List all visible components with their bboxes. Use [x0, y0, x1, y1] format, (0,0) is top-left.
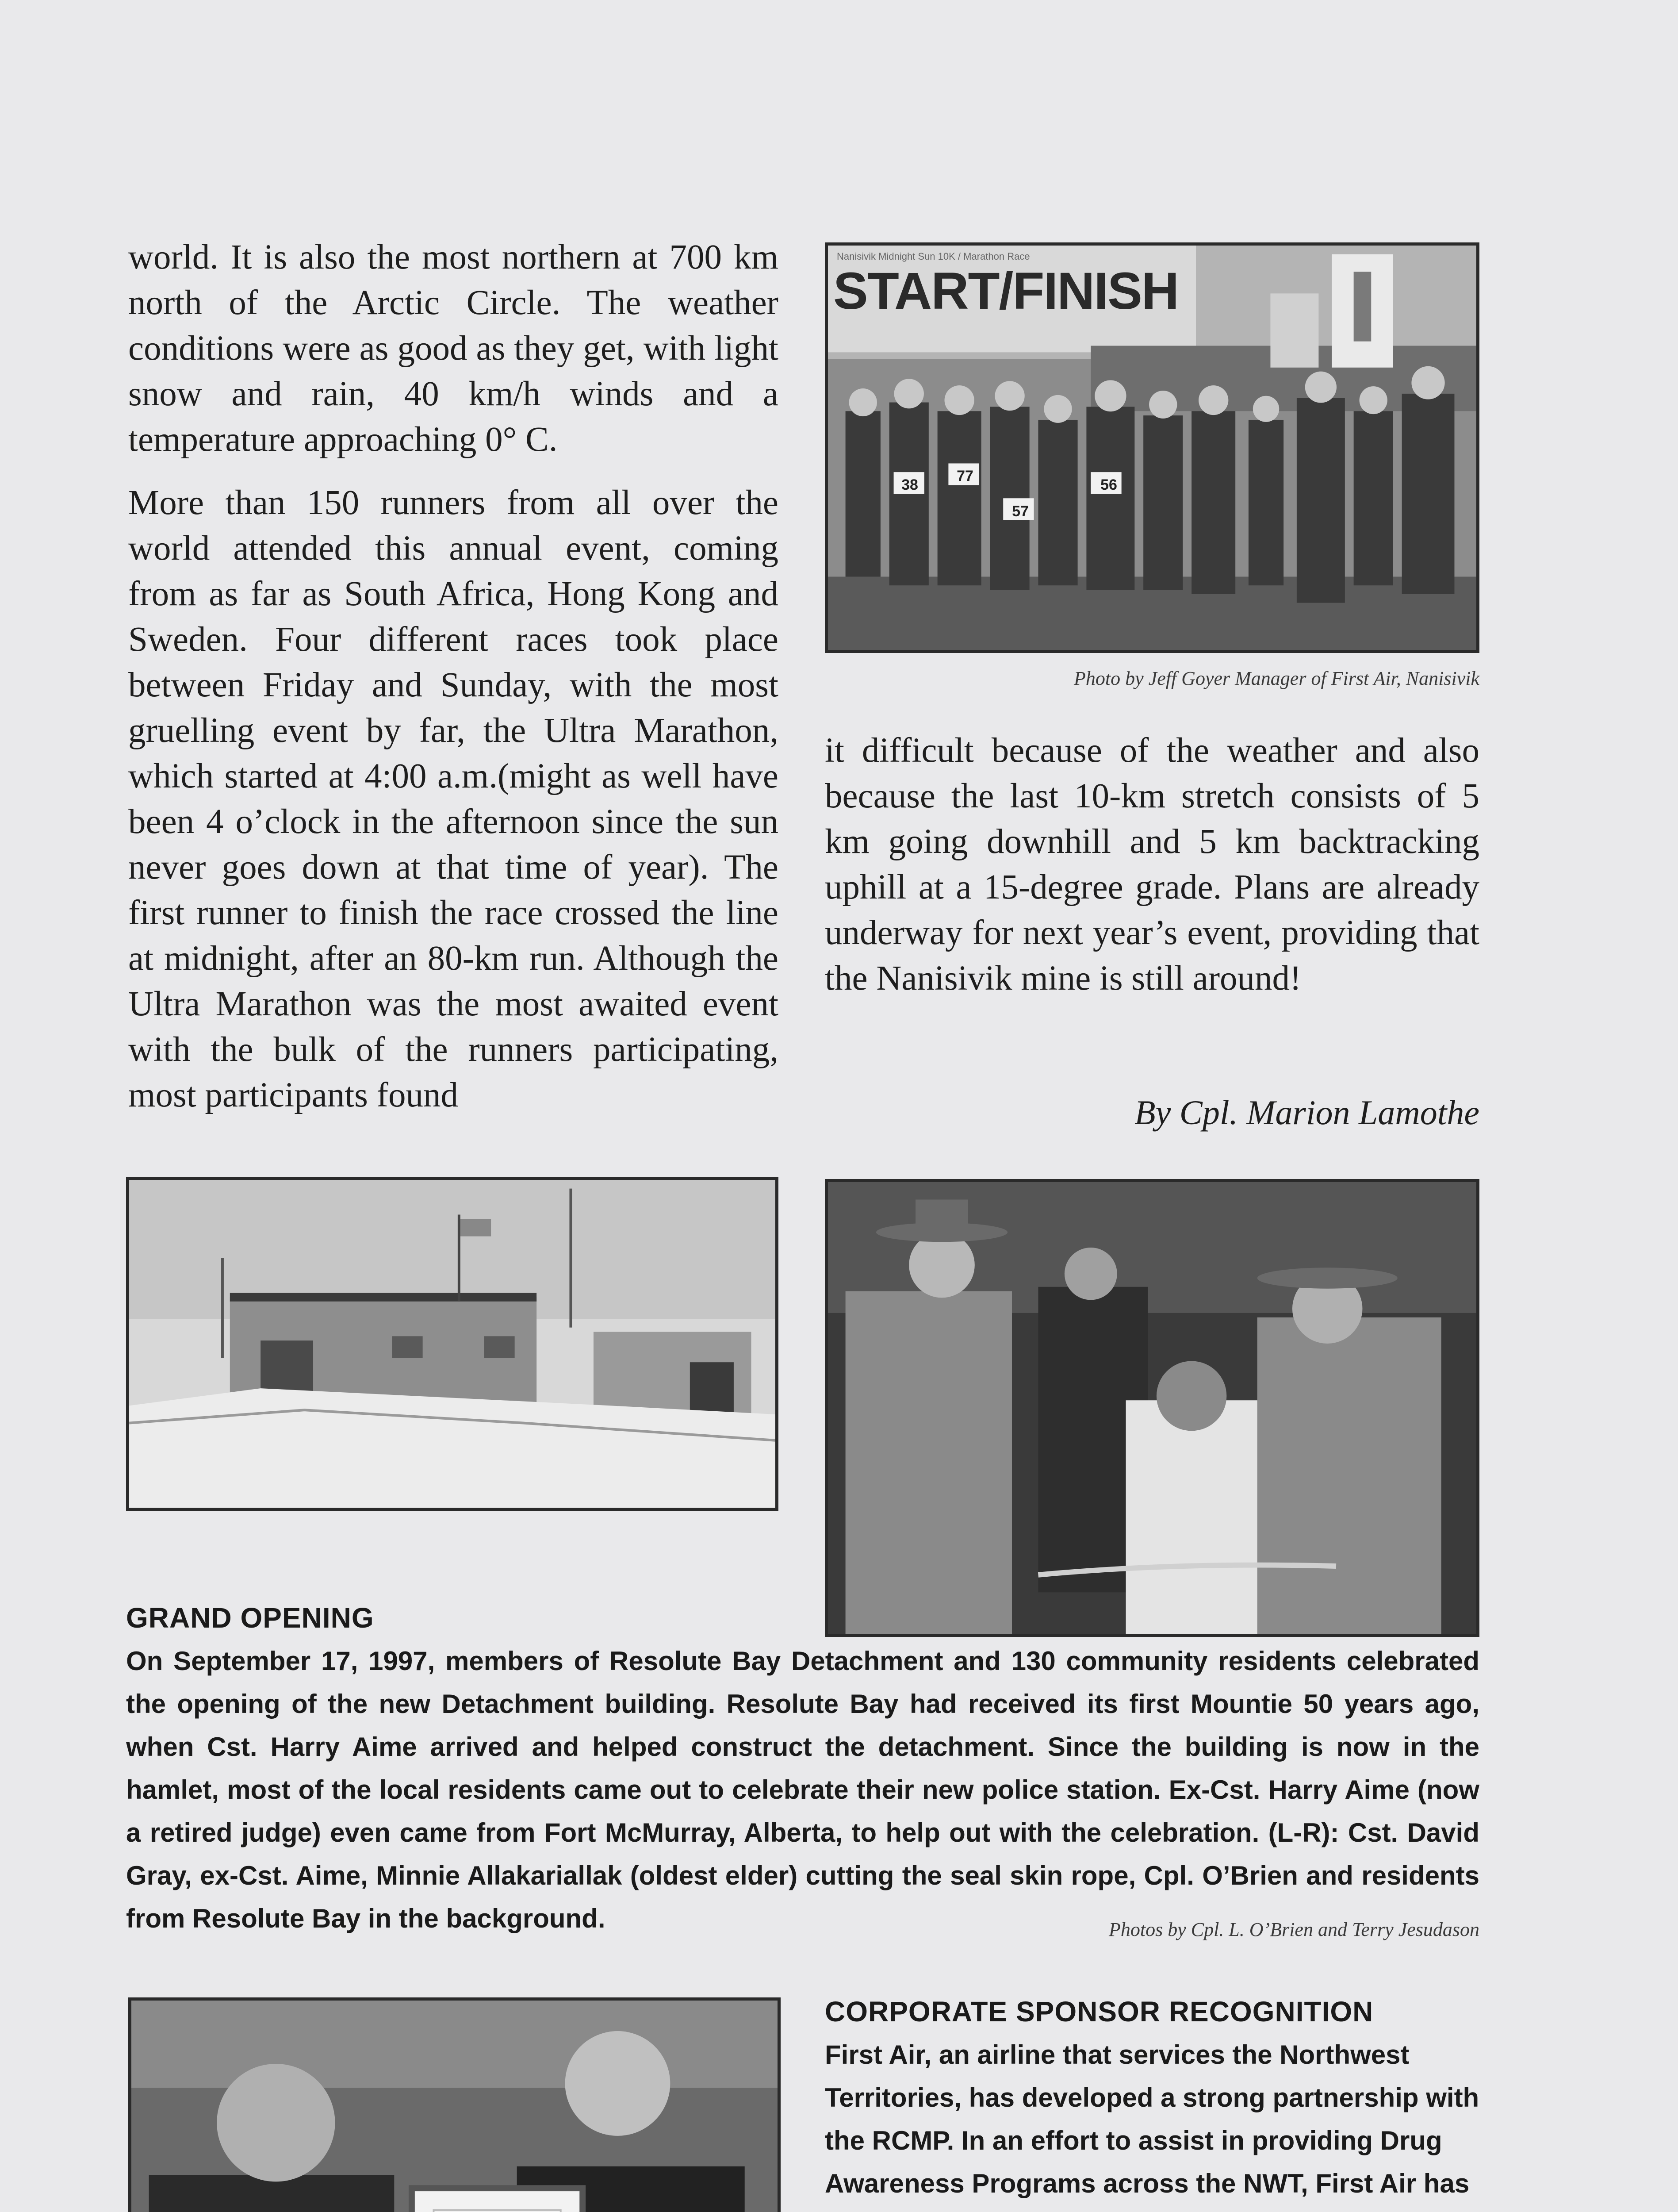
- sponsor-body: First Air, an airline that services the Northwest Territories, has developed a strong partnership with the RCMP. In an effort to assist in providing Drug Awareness Programs across the NWT, First Air has: [825, 2040, 1479, 2198]
- left-column-text: [128, 234, 778, 1118]
- bib-number: 77: [957, 468, 973, 484]
- detachment-building-photo: [126, 1177, 778, 1511]
- plaque-presentation-photo: [128, 1997, 781, 2212]
- bib-number: 38: [901, 476, 918, 493]
- banner-main-text: START/FINISH: [833, 262, 1179, 320]
- banner-top-text: Nanisivik Midnight Sun 10K / Marathon Race: [837, 251, 1030, 262]
- left-paragraph-1: world. It is also the most northern at 700 km north of the Arctic Circle. The weather conditions were as good as they get, with light snow and rain, 40 km/h winds and a temperature approaching 0° C.: [128, 238, 778, 459]
- bib-number: 56: [1100, 476, 1117, 493]
- grand-opening-photo-credit: Photos by Cpl. L. O’Brien and Terry Jesudason: [1108, 1919, 1479, 1940]
- right-paragraph: it difficult because of the weather and also because the last 10-km stretch consists of 5 km going downhill and 5 km backtracking uphill at a 15-degree grade. Plans are already underway for next year’s event, providing that the Nanisivik mine is still around!: [825, 731, 1479, 998]
- right-column-text: [825, 728, 1479, 1001]
- grand-opening-body: On September 17, 1997, members of Resolute Bay Detachment and 130 community residents celebrated the opening of the new Detachment building. Resolute Bay had received its first Mountie 50 years ago, when Cst. Harry Aime arrived and helped construct the detachment. Since the building is now in the hamlet, most of the local residents came out to celebrate their new police station. Ex-Cst. Harry Aime (now a retired judge) even came from Fort McMurray, Alberta, to help out with the celebration. (L-R): Cst. David Gray, ex-Cst. Aime, Minnie Allakariallak (oldest elder) cutting the seal skin rope, Cpl. O’Brien and residents from Resolute Bay in the background.: [126, 1646, 1479, 1933]
- sponsor-title: CORPORATE SPONSOR RECOGNITION: [825, 1996, 1374, 2028]
- article-byline: By Cpl. Marion Lamothe: [1134, 1093, 1479, 1132]
- marathon-photo-credit: Photo by Jeff Goyer Manager of First Air, Nanisivik: [1074, 668, 1479, 689]
- grand-opening-title: GRAND OPENING: [126, 1602, 374, 1634]
- left-paragraph-2: More than 150 runners from all over the world attended this annual event, coming from as far as South Africa, Hong Kong and Sweden. Four different races took place between Friday and Sunday, with the most gruelling event by far, the Ultra Marathon, which started at 4:00 a.m.(might as well have been 4 o’clock in the afternoon since the sun never goes down at that time of year). The first runner to finish the race crossed the line at midnight, after an 80-km run. Although the Ultra Marathon was the most awaited event with the bulk of the runners participating, most participants found: [128, 484, 778, 1114]
- marathon-start-photo: [825, 242, 1479, 653]
- bib-number: 57: [1012, 503, 1029, 520]
- start-finish-banner: [828, 251, 1199, 353]
- ribbon-cutting-photo: [825, 1179, 1479, 1637]
